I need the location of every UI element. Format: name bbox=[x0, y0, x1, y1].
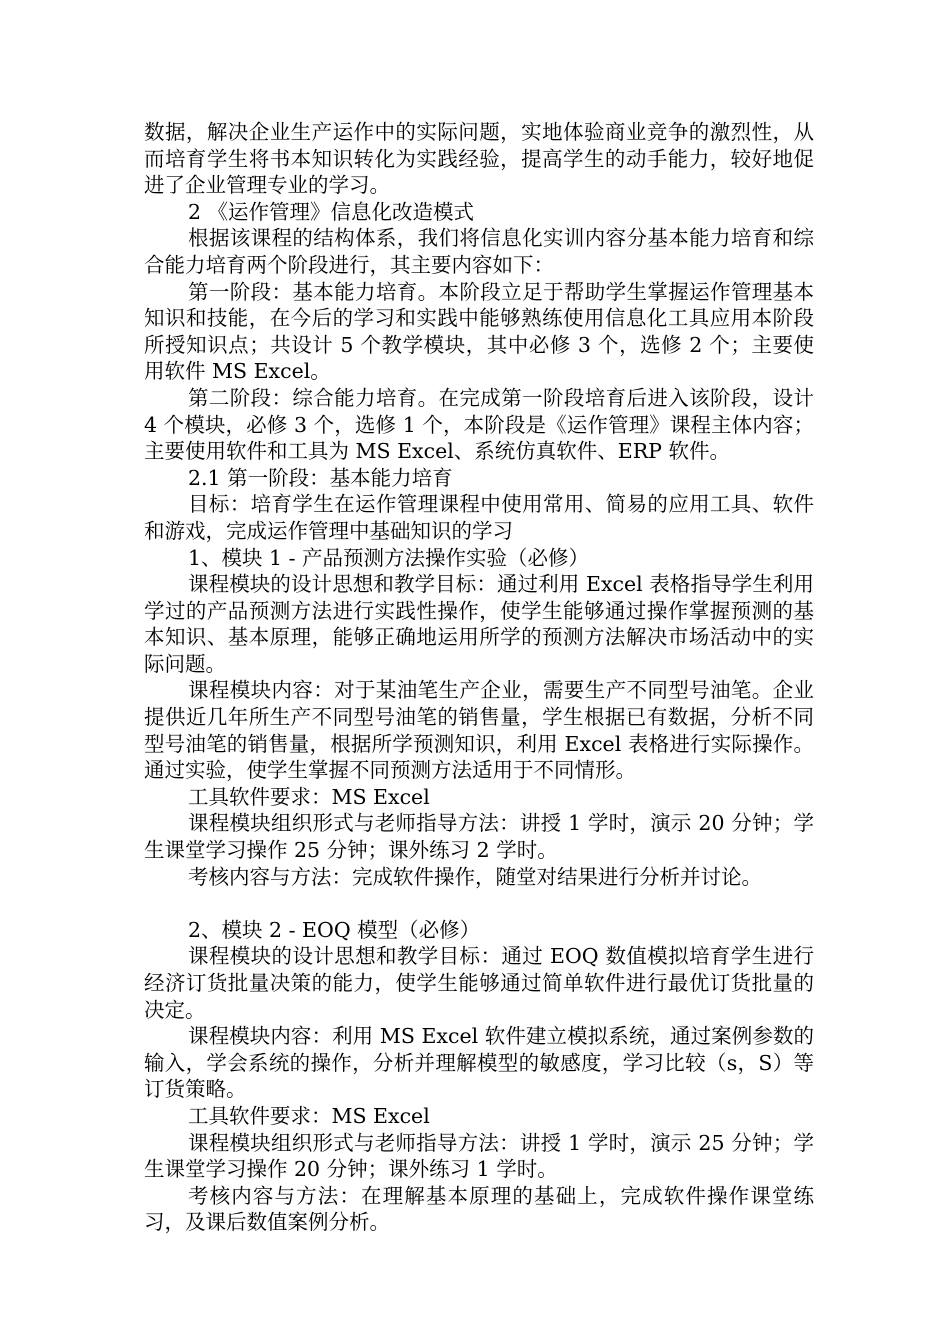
module-1-assessment: 考核内容与方法：完成软件操作，随堂对结果进行分析并讨论。 bbox=[188, 864, 762, 889]
section-heading-2: 2 《运作管理》信息化改造模式 bbox=[188, 199, 475, 224]
paragraph-structure: 根据该课程的结构体系，我们将信息化实训内容分基本能力培育和综合能力培育两个阶段进行，其主要内容如下： bbox=[144, 226, 814, 277]
module-2-tools: 工具软件要求：MS Excel bbox=[188, 1103, 430, 1128]
blank-line bbox=[144, 890, 814, 917]
module-2-organization: 课程模块组织形式与老师指导方法：讲授 1 学时，演示 25 分钟；学生课堂学习操作 20 分钟；课外练习 1 学时。 bbox=[144, 1130, 814, 1182]
paragraph-stage-two: 第二阶段：综合能力培育。在完成第一阶段培育后进入该阶段，设计 4 个模块，必修 3 个，选修 1 个，本阶段是《运作管理》课程主体内容；主要使用软件和工具为 MS Excel、系统仿真软件、ERP 软件。 bbox=[144, 385, 814, 464]
module-2-heading: 2、模块 2 - EOQ 模型（必修） bbox=[188, 917, 481, 942]
module-2-design: 课程模块的设计思想和教学目标：通过 EOQ 数值模拟培育学生进行经济订货批量决策的能力，使学生能够通过简单软件进行最优订货批量的决定。 bbox=[144, 944, 814, 1022]
section-heading-2-1: 2.1 第一阶段：基本能力培育 bbox=[188, 465, 453, 490]
paragraph-intro-continued: 数据，解决企业生产运作中的实际问题，实地体验商业竞争的激烈性，从而培育学生将书本知识转化为实践经验，提高学生的动手能力，较好地促进了企业管理专业的学习。 bbox=[144, 120, 814, 198]
module-1-organization: 课程模块组织形式与老师指导方法：讲授 1 学时，演示 20 分钟；学生课堂学习操作 25 分钟；课外练习 2 学时。 bbox=[144, 811, 814, 863]
module-1-tools: 工具软件要求：MS Excel bbox=[188, 784, 430, 809]
module-2-assessment: 考核内容与方法：在理解基本原理的基础上，完成软件操作课堂练习，及课后数值案例分析。 bbox=[144, 1183, 814, 1235]
paragraph-goal: 目标：培育学生在运作管理课程中使用常用、简易的应用工具、软件和游戏，完成运作管理中基础知识的学习 bbox=[144, 492, 814, 543]
module-1-content: 课程模块内容：对于某油笔生产企业，需要生产不同型号油笔。企业提供近几年所生产不同型号油笔的销售量，学生根据已有数据，分析不同型号油笔的销售量，根据所学预测知识，利用 Excel 表格进行实际操作。通过实验，使学生掌握不同预测方法适用于不同情形。 bbox=[144, 678, 814, 783]
document-page bbox=[144, 119, 814, 1236]
module-1-heading: 1、模块 1 - 产品预测方法操作实验（必修） bbox=[188, 545, 590, 570]
module-2-content: 课程模块内容：利用 MS Excel 软件建立模拟系统，通过案例参数的输入，学会系统的操作，分析并理解模型的敏感度，学习比较（s，S）等订货策略。 bbox=[144, 1024, 814, 1102]
paragraph-stage-one: 第一阶段：基本能力培育。本阶段立足于帮助学生掌握运作管理基本知识和技能，在今后的学习和实践中能够熟练使用信息化工具应用本阶段所授知识点；共设计 5 个教学模块，其中必修 3 个，选修 2 个；主要使用软件 MS Excel。 bbox=[144, 279, 814, 384]
module-1-design: 课程模块的设计思想和教学目标：通过利用 Excel 表格指导学生利用学过的产品预测方法进行实践性操作，使学生能够通过操作掌握预测的基本知识、基本原理，能够正确地运用所学的预测方法解决市场活动中的实际问题。 bbox=[144, 572, 814, 676]
